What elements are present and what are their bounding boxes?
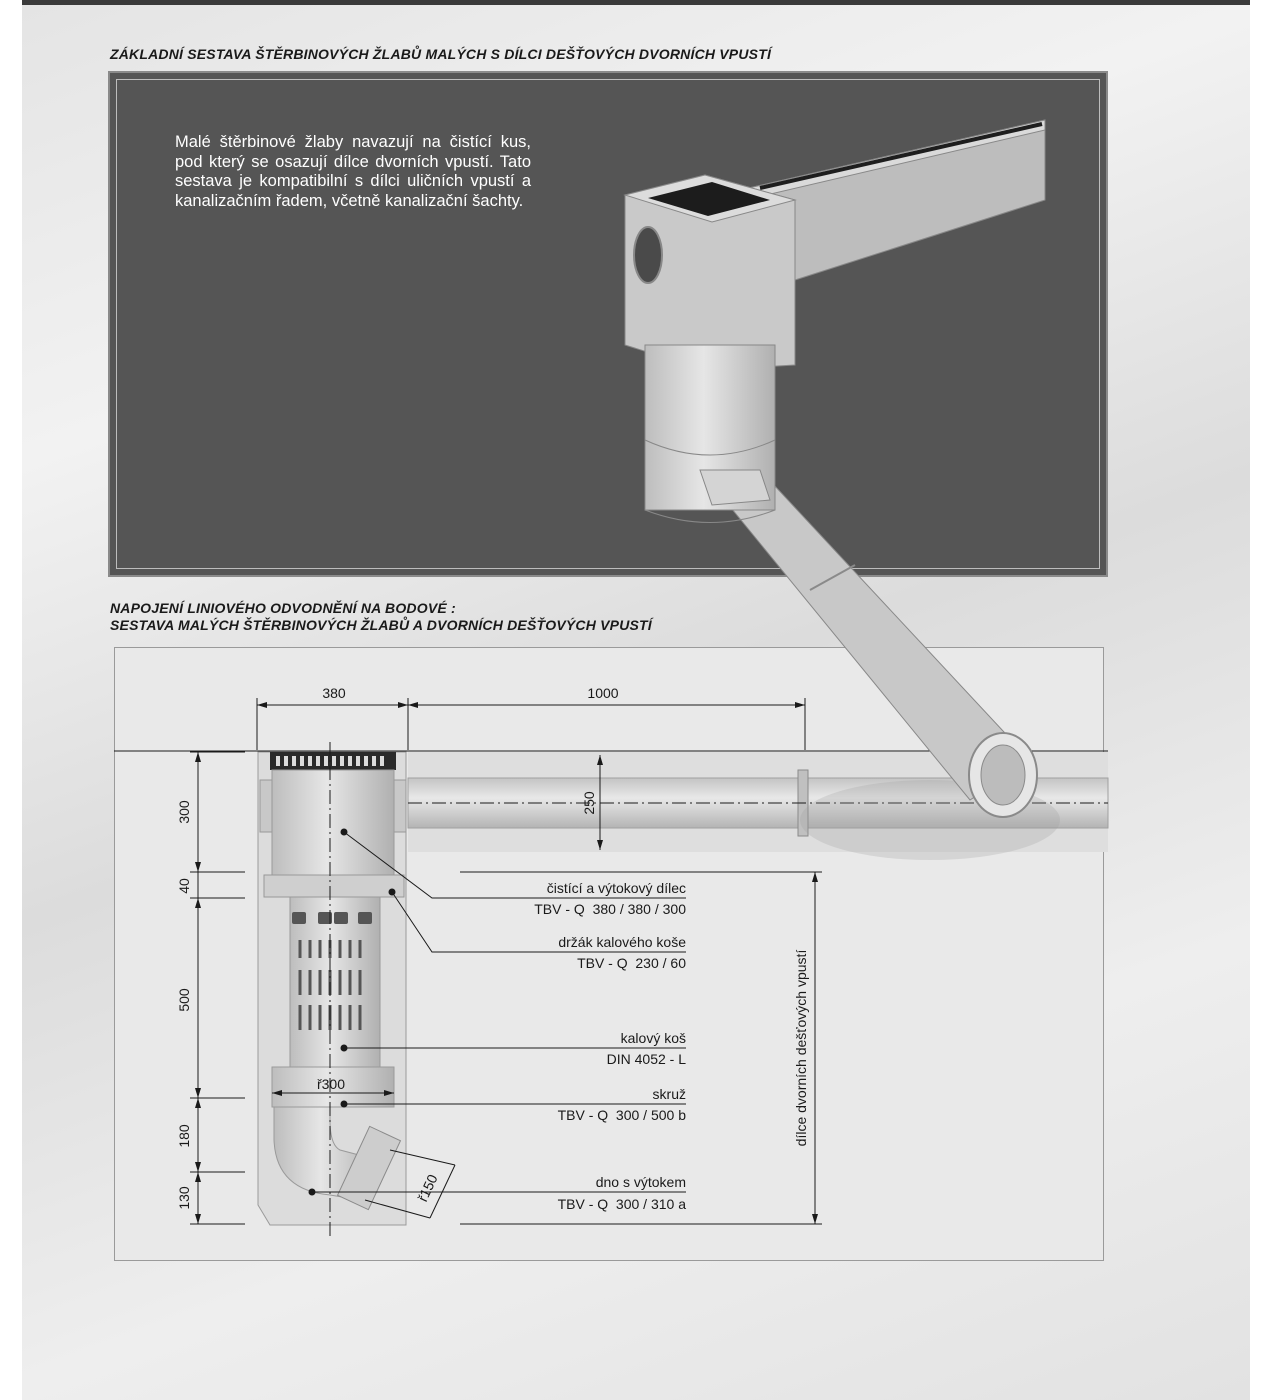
label-code-1: TBV - Q 380 / 380 / 300 [534,901,686,917]
dim-inlet-width: 380 [322,685,346,701]
label-code-2: TBV - Q 230 / 60 [577,955,686,971]
label-code-3: DIN 4052 - L [606,1051,686,1067]
label-name-2: držák kalového koše [558,934,686,950]
upper-chamber [272,770,394,875]
left-dimension-lines [190,752,245,1224]
section-heading-bottom-2: SESTAVA MALÝCH ŠTĚRBINOVÝCH ŽLABŮ A DVORNÍCH DEŠŤOVÝCH VPUSTÍ [110,617,652,633]
isometric-illustration [625,120,1060,860]
dim-ring-diameter: ř300 [316,1076,346,1092]
section-heading-top: ZÁKLADNÍ SESTAVA ŠTĚRBINOVÝCH ŽLABŮ MALÝCH S DÍLCI DEŠŤOVÝCH DVORNÍCH VPUSTÍ [110,46,772,62]
dim-outlet-diameter: ř150 [414,1171,441,1204]
dim-channel-height: 250 [581,791,597,815]
label-name-4: skruž [652,1086,686,1102]
dim-channel-width: 1000 [587,685,619,701]
dim-h4: 180 [176,1124,192,1148]
left-socket [260,780,272,832]
label-name-3: kalový koš [620,1030,686,1046]
label-code-5: TBV - Q 300 / 310 a [557,1196,686,1212]
right-socket [394,780,406,832]
vertical-label: dílce dvorních dešťových vpustí [793,949,809,1147]
dim-h2: 40 [176,878,192,894]
intro-paragraph: Malé štěrbinové žlaby navazují na čistící kus, pod který se osazují dílce dvorních vpustí. Tato sestava je kompatibilní s dílci uličních vpustí a kanalizačním řadem, včetně kanalizační šachty. [175,133,531,210]
dim-h1: 300 [176,800,192,824]
label-name-5: dno s výtokem [595,1174,686,1190]
dim-h3: 500 [176,988,192,1012]
basket-holder [264,875,404,897]
label-code-4: TBV - Q 300 / 500 b [557,1107,686,1123]
dim-h5: 130 [176,1186,192,1210]
section-heading-bottom-1: NAPOJENÍ LINIOVÉHO ODVODNĚNÍ NA BODOVÉ : [110,600,456,616]
label-name-1: čistící a výtokový dílec [546,880,686,896]
top-dimension-lines [257,698,805,750]
